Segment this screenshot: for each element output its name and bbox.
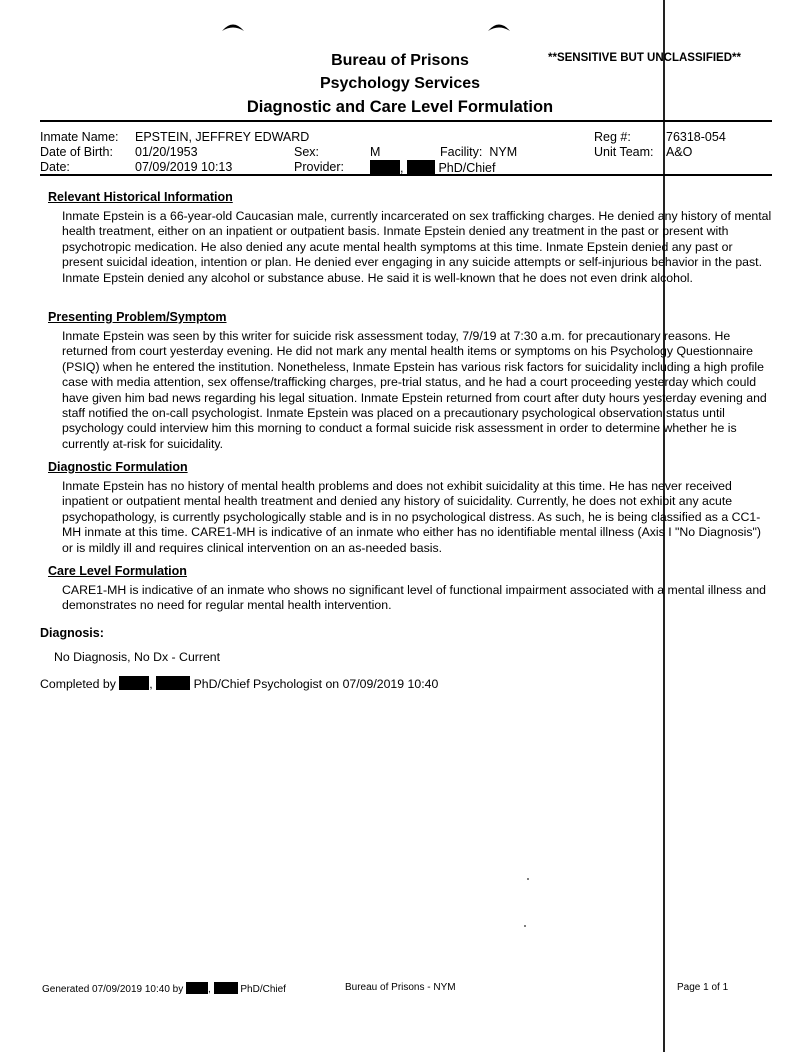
redaction-box — [156, 676, 190, 690]
completed-by-prefix: Completed by — [40, 677, 116, 691]
punch-hole-mark — [486, 20, 512, 32]
completed-by-separator: , — [149, 677, 153, 691]
sex-label: Sex: — [294, 145, 320, 159]
reg-value: 76318-054 — [666, 130, 726, 144]
form-title: Diagnostic and Care Level Formulation — [246, 98, 554, 116]
completed-by-suffix: PhD/Chief Psychologist on 07/09/2019 10:40 — [193, 677, 439, 691]
scan-speck — [524, 925, 526, 927]
redaction-box — [370, 160, 400, 174]
punch-hole-mark — [220, 20, 246, 32]
inmate-name-label: Inmate Name: — [40, 130, 119, 144]
presenting-heading: Presenting Problem/Symptom — [48, 310, 227, 324]
completed-by-line — [40, 676, 438, 691]
care-heading: Care Level Formulation — [48, 564, 187, 578]
inmate-name-value: EPSTEIN, JEFFREY EDWARD — [135, 130, 310, 144]
diagnostic-text: Inmate Epstein has no history of mental health problems and does not exhibit suicidality at this time. He has never received inpatient or outpatient mental health treatment and denied any history of suicidality. Currently, he does not exhibit any acute psychopathology, is currently psychologically stable and is in no psychological distress. As such, he is being classified as a CC1-MH inmate at this time. CARE1-MH is indicative of an inmate who either has no identifiable mental illness (Axis I "No Diagnosis") or is mildly ill and requires clinical intervention on an as-needed basis. — [62, 479, 762, 555]
redaction-box — [407, 160, 435, 174]
dob-value: 01/20/1953 — [135, 145, 198, 159]
footer-title: PhD/Chief — [240, 984, 286, 995]
dob-label: Date of Birth: — [40, 145, 113, 159]
classification-banner: **SENSITIVE BUT UNCLASSIFIED** — [548, 52, 741, 64]
unit-team-label: Unit Team: — [594, 145, 654, 159]
redaction-box — [214, 982, 238, 994]
provider-title: PhD/Chief — [438, 161, 496, 175]
facility-label: Facility: — [440, 145, 483, 159]
date-value: 07/09/2019 10:13 — [135, 160, 233, 174]
date-label: Date: — [40, 160, 70, 174]
footer-generated — [42, 982, 286, 995]
provider-separator: , — [400, 161, 404, 175]
historical-text: Inmate Epstein is a 66-year-old Caucasian male, currently incarcerated on sex trafficking charges. He denied any history of mental health treatment, either on an inpatient or outpatient basis. Inmate Epstein denied any treatment in the past or present with psychotropic medication. He also denied any acute mental health symptoms at this time. Inmate Epstein denied any past or present suicidal ideation, intention or plan. He denied ever engaging in any suicide attempts or self-injurious behavior in the past. Inmate Epstein denied any alcohol or substance abuse. He said it is well-known that he does not even drink alcohol. — [62, 209, 772, 285]
unit-team-value: A&O — [666, 145, 693, 159]
historical-heading: Relevant Historical Information — [48, 190, 233, 204]
diagnosis-label: Diagnosis: — [40, 626, 104, 640]
scan-speck — [527, 878, 529, 880]
presenting-text: Inmate Epstein was seen by this writer for suicide risk assessment today, 7/9/19 at 7:30 a.m. for precautionary reasons. He returned from court yesterday evening. He did not mark any mental health items or symptoms on his Psychology Questionnaire (PSIQ) when he entered the institution. Nonetheless, Inmate Epstein has various risk factors for suicidality including a high profile case with media attention, sex offense/trafficking charges, pre-trial status, and he had a court proceeding yesterday which could have given him bad news regarding his legal situation. Inmate Epstein returned from court after duty hours yesterday evening and staff notified the on-call psychologist. Inmate Epstein was placed on a precautionary psychological observation status until psychology could interview him this morning to conduct a formal suicide risk assessment in order to determine whether he is currently at-risk for suicidality. — [62, 329, 767, 451]
facility-field — [440, 145, 517, 160]
sex-value: M — [370, 145, 381, 159]
footer-org: Bureau of Prisons - NYM — [345, 982, 456, 993]
department-title: Psychology Services — [319, 75, 481, 92]
redaction-box — [186, 982, 208, 994]
footer-page-number: Page 1 of 1 — [677, 982, 729, 993]
header-divider-bottom — [40, 174, 772, 176]
provider-label: Provider: — [294, 160, 345, 174]
diagnosis-value: No Diagnosis, No Dx - Current — [54, 650, 221, 664]
agency-title: Bureau of Prisons — [331, 52, 469, 69]
reg-label: Reg #: — [594, 130, 631, 144]
diagnostic-heading: Diagnostic Formulation — [48, 460, 188, 474]
redaction-box — [119, 676, 149, 690]
footer-separator: , — [208, 984, 211, 995]
footer-generated-text: Generated 07/09/2019 10:40 by — [42, 984, 184, 995]
header-divider-top — [40, 120, 772, 122]
care-text: CARE1-MH is indicative of an inmate who shows no significant level of functional impairment associated with a mental illness and demonstrates no need for regular mental health intervention. — [62, 583, 766, 613]
facility-value: NYM — [489, 145, 518, 159]
